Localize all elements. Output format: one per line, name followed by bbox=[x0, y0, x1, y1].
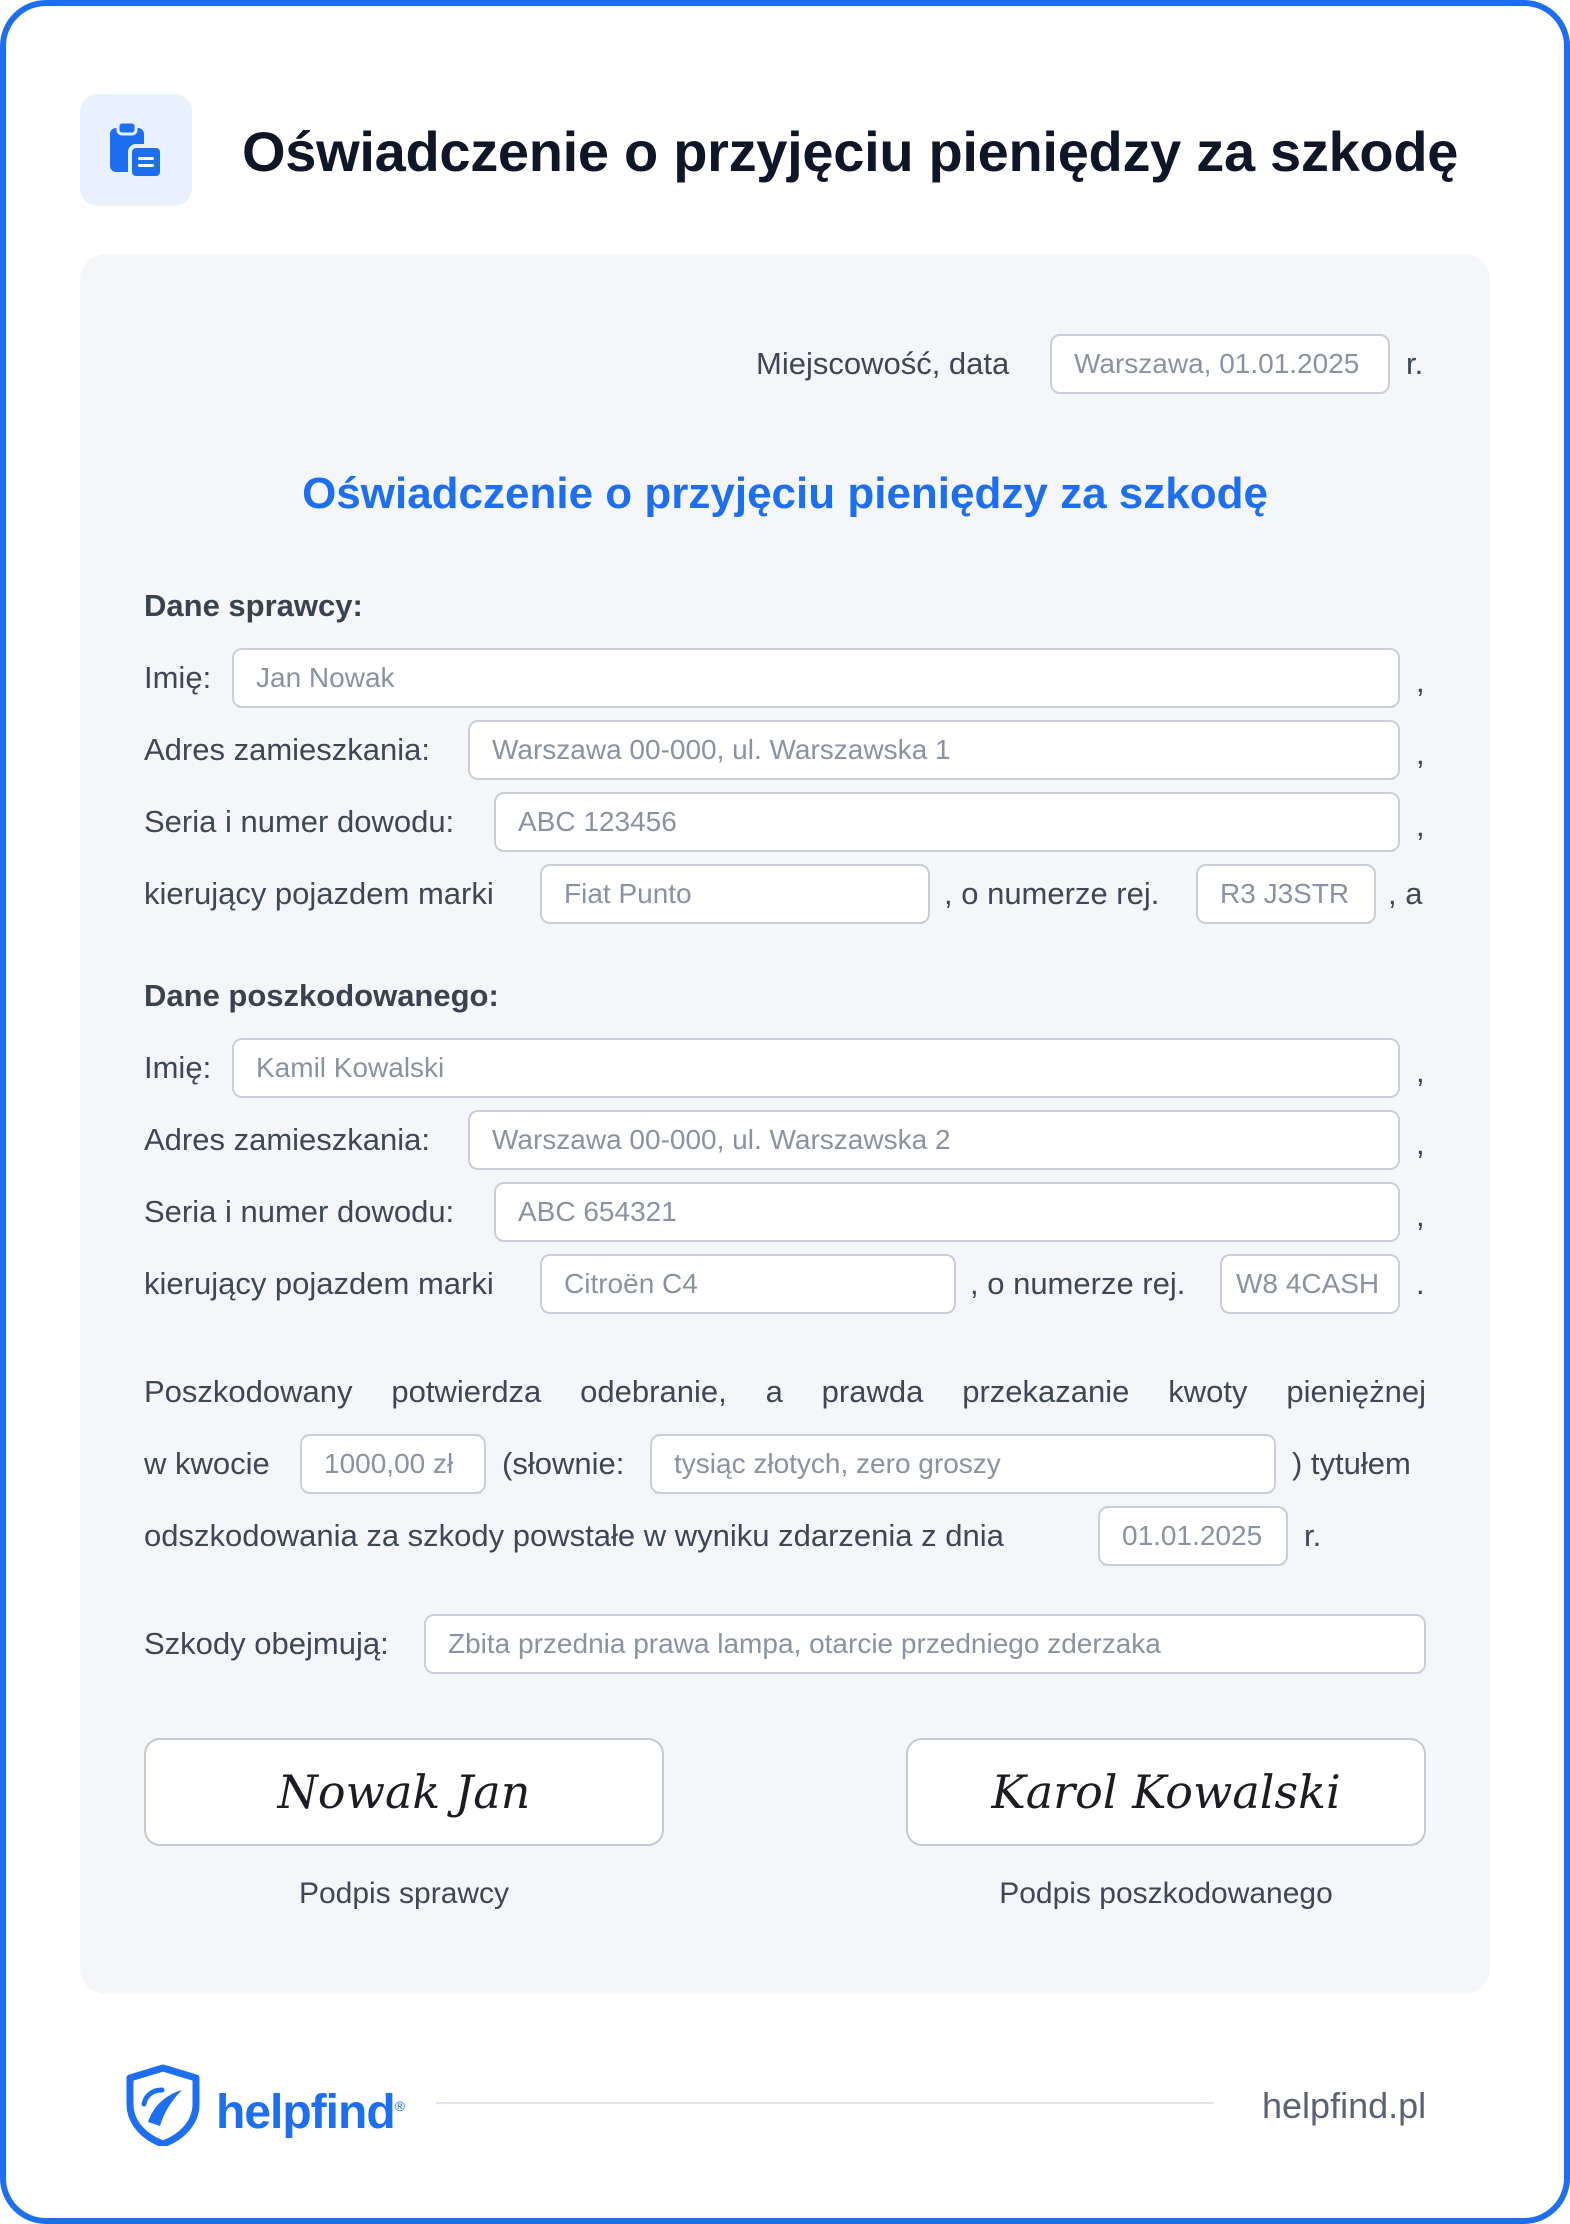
event-date-field[interactable]: 01.01.2025 bbox=[1098, 1506, 1288, 1566]
victim-reg-label: , o numerze rej. bbox=[970, 1266, 1186, 1301]
comma: , bbox=[1416, 1198, 1425, 1233]
perpetrator-id-field[interactable]: ABC 123456 bbox=[494, 792, 1400, 852]
amount-label: w kwocie bbox=[144, 1446, 270, 1481]
document-title: Oświadczenie o przyjęciu pieniędzy za szkodę bbox=[302, 469, 1268, 518]
form-card bbox=[80, 254, 1490, 1994]
statement-line-1: Poszkodowany potwierdza odebranie, a prawda przekazanie kwoty pieniężnej bbox=[144, 1374, 1426, 1409]
victim-address-label: Adres zamieszkania: bbox=[144, 1122, 431, 1157]
comma: , bbox=[1416, 664, 1425, 699]
victim-name-label: Imię: bbox=[144, 1050, 212, 1085]
perpetrator-reg-label: , o numerze rej. bbox=[944, 876, 1160, 911]
comma: , bbox=[1416, 736, 1425, 771]
comma: , bbox=[1416, 1126, 1425, 1161]
trademark: ® bbox=[394, 2098, 404, 2114]
perpetrator-vehicle-label: kierujący pojazdem marki bbox=[144, 876, 494, 911]
event-date-suffix: r. bbox=[1304, 1518, 1322, 1553]
perpetrator-address-label: Adres zamieszkania: bbox=[144, 732, 431, 767]
words-label: (słownie: bbox=[502, 1446, 625, 1481]
damages-label: Szkody obejmują: bbox=[144, 1626, 389, 1661]
perpetrator-vehicle-field[interactable]: Fiat Punto bbox=[540, 864, 930, 924]
perpetrator-reg-field[interactable]: R3 J3STR bbox=[1196, 864, 1376, 924]
page-title: Oświadczenie o przyjęciu pieniędzy za szkodę bbox=[242, 120, 1459, 183]
perpetrator-end: , a bbox=[1388, 876, 1423, 911]
perpetrator-id-label: Seria i numer dowodu: bbox=[144, 804, 455, 839]
perpetrator-signature-label: Podpis sprawcy bbox=[298, 1877, 510, 1910]
title-label: ) tytułem bbox=[1292, 1446, 1411, 1481]
place-date-suffix: r. bbox=[1406, 346, 1424, 381]
victim-signature[interactable]: Karol Kowalski bbox=[906, 1738, 1426, 1846]
comma: , bbox=[1416, 1054, 1425, 1089]
place-date-label: Miejscowość, data bbox=[756, 346, 1010, 381]
footer-url[interactable]: helpfind.pl bbox=[1262, 2085, 1427, 2126]
victim-heading: Dane poszkodowanego: bbox=[144, 978, 499, 1013]
victim-vehicle-label: kierujący pojazdem marki bbox=[144, 1266, 494, 1301]
footer-divider bbox=[436, 2102, 1214, 2104]
perpetrator-signature[interactable]: Nowak Jan bbox=[144, 1738, 664, 1846]
damages-field[interactable]: Zbita przednia prawa lampa, otarcie przedniego zderzaka bbox=[424, 1614, 1426, 1674]
victim-signature-label: Podpis poszkodowanego bbox=[999, 1877, 1333, 1910]
perpetrator-name-field[interactable]: Jan Nowak bbox=[232, 648, 1400, 708]
place-date-field[interactable]: Warszawa, 01.01.2025 bbox=[1050, 334, 1390, 394]
amount-field[interactable]: 1000,00 zł bbox=[300, 1434, 486, 1494]
perpetrator-name-label: Imię: bbox=[144, 660, 212, 695]
victim-reg-field[interactable]: W8 4CASH bbox=[1220, 1254, 1400, 1314]
header-icon-tile bbox=[80, 94, 192, 206]
victim-id-field[interactable]: ABC 654321 bbox=[494, 1182, 1400, 1242]
victim-name-field[interactable]: Kamil Kowalski bbox=[232, 1038, 1400, 1098]
victim-id-label: Seria i numer dowodu: bbox=[144, 1194, 455, 1229]
perpetrator-heading: Dane sprawcy: bbox=[144, 588, 363, 623]
perpetrator-address-field[interactable]: Warszawa 00-000, ul. Warszawska 1 bbox=[468, 720, 1400, 780]
brand-logo-text bbox=[216, 2078, 404, 2141]
clipboard-icon bbox=[108, 120, 166, 180]
victim-end: . bbox=[1416, 1266, 1425, 1301]
victim-address-field[interactable]: Warszawa 00-000, ul. Warszawska 2 bbox=[468, 1110, 1400, 1170]
victim-vehicle-field[interactable]: Citroën C4 bbox=[540, 1254, 956, 1314]
comma: , bbox=[1416, 808, 1425, 843]
amount-in-words-field[interactable]: tysiąc złotych, zero groszy bbox=[650, 1434, 1276, 1494]
shield-icon bbox=[124, 2064, 202, 2146]
statement-line-3: odszkodowania za szkody powstałe w wyniku zdarzenia z dnia bbox=[144, 1518, 1004, 1553]
brand-name: helpfind bbox=[216, 2086, 395, 2139]
